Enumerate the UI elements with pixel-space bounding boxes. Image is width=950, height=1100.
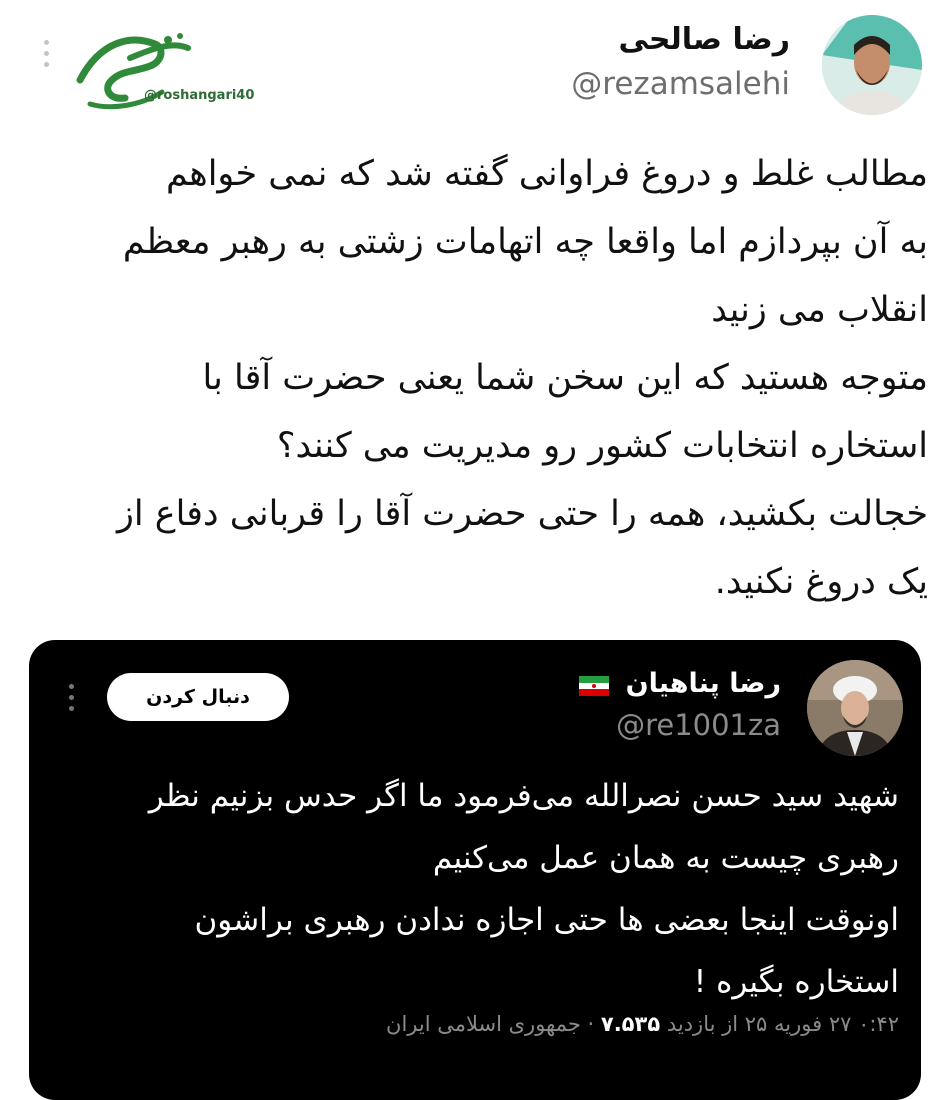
author-handle[interactable]: @rezamsalehi	[571, 66, 790, 102]
tweet-line: یک دروغ نکنید.	[714, 562, 928, 602]
quoted-tweet-body	[39, 765, 899, 1013]
quoted-author-display-name[interactable]: رضا پناهیان	[625, 668, 781, 699]
quoted-author-handle[interactable]: @re1001za	[616, 708, 781, 742]
iran-flag-icon	[579, 676, 609, 696]
more-options-icon[interactable]	[44, 40, 49, 67]
quoted-line: استخاره بگیره !	[693, 964, 899, 1000]
views-prefix: از بازدید	[666, 1012, 739, 1036]
tweet-line: انقلاب می زنید	[711, 290, 928, 330]
quoted-tweet-meta	[386, 1012, 899, 1036]
author-avatar[interactable]	[822, 15, 922, 115]
quoted-line: رهبری چیست به همان عمل می‌کنیم	[432, 840, 899, 876]
tweet-line: استخاره انتخابات کشور رو مدیریت می کنند؟	[276, 426, 928, 466]
tweet-line: به آن بپردازم اما واقعا چه اتهامات زشتی به رهبر معظم	[122, 222, 928, 262]
quoted-author-avatar[interactable]	[807, 660, 903, 756]
channel-logo	[70, 22, 260, 117]
follow-button[interactable]: دنبال کردن	[107, 673, 289, 721]
quoted-line: شهید سید حسن نصرالله می‌فرمود ما اگر حدس بزنیم نظر	[148, 778, 899, 814]
quoted-line: اونوقت اینجا بعضی ها حتی اجازه ندادن رهبری براشون	[194, 902, 899, 938]
tweet-line: متوجه هستید که این سخن شما یعنی حضرت آقا با	[202, 358, 928, 398]
quoted-tweet-card[interactable]	[29, 640, 921, 1100]
tweet-line: خجالت بکشید، همه را حتی حضرت آقا را قربانی دفاع از	[117, 494, 928, 534]
quoted-more-options-icon[interactable]	[69, 684, 74, 711]
author-display-name[interactable]: رضا صالحی	[618, 22, 790, 57]
tweet-body	[28, 140, 928, 616]
tweet-line: مطالب غلط و دروغ فراوانی گفته شد که نمی خواهم	[165, 154, 928, 194]
tweet-timestamp: ۰:۴۲ ۲۷ فوریه ۲۵	[744, 1012, 899, 1036]
watermark-handle: @roshangari40	[144, 88, 255, 103]
tweet-location: · جمهوری اسلامی ایران	[386, 1012, 595, 1036]
views-count: ۷.۵۳۵	[600, 1012, 661, 1036]
